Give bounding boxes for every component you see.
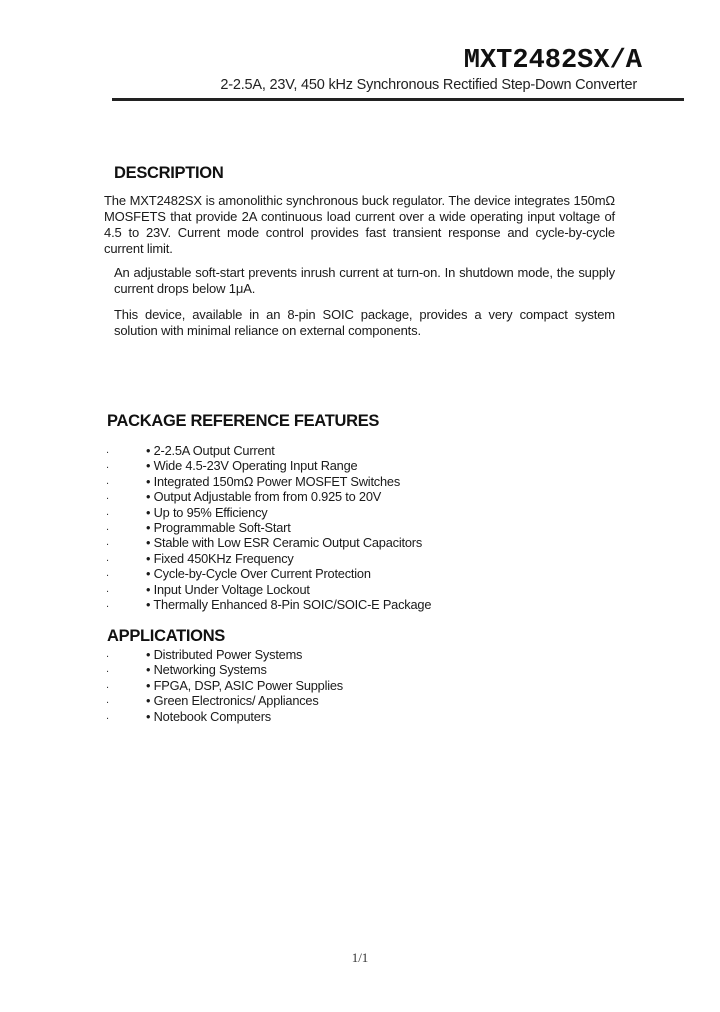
list-item-text: • 2-2.5A Output Current — [146, 443, 275, 458]
list-item-text: • Fixed 450KHz Frequency — [146, 550, 294, 566]
list-item-text: • Input Under Voltage Lockout — [146, 581, 310, 597]
list-marker: . — [106, 490, 109, 503]
list-marker: . — [106, 520, 109, 533]
list-item-text: • Integrated 150mΩ Power MOSFET Switches — [146, 473, 401, 489]
list-marker: . — [106, 648, 109, 660]
list-marker: . — [106, 597, 109, 610]
list-marker: . — [106, 694, 109, 707]
list-item-text: • Stable with Low ESR Ceramic Output Capacitors — [146, 535, 423, 551]
list-item-text: • Networking Systems — [146, 662, 267, 678]
applications-heading: APPLICATIONS — [107, 627, 226, 645]
list-item-text: • Thermally Enhanced 8-Pin SOIC/SOIC-E Package — [146, 596, 432, 612]
description-paragraph-1: The MXT2482SX is amonolithic synchronous buck regulator. The device integrates 150mΩ MOSFETS that provide 2A continuous load current over a wide operating input voltage of 4.5 to 23V. Current mode control provides fast transient response and cycle-by-cycle current limit. — [104, 193, 615, 256]
document-subtitle: 2-2.5A, 23V, 450 kHz Synchronous Rectified Step-Down Converter — [220, 77, 637, 93]
list-marker: . — [106, 551, 109, 564]
list-marker: . — [106, 444, 109, 456]
list-item-text: • Wide 4.5-23V Operating Input Range — [146, 458, 358, 474]
list-marker: . — [106, 709, 109, 722]
list-item-text: • Cycle-by-Cycle Over Current Protection — [146, 566, 371, 582]
list-marker: . — [106, 663, 109, 676]
description-heading: DESCRIPTION — [114, 164, 224, 182]
list-marker: . — [106, 582, 109, 595]
list-item-text: • FPGA, DSP, ASIC Power Supplies — [146, 677, 343, 693]
list-item-text: • Notebook Computers — [146, 708, 271, 724]
features-heading: PACKAGE REFERENCE FEATURES — [107, 412, 380, 430]
list-marker: . — [106, 567, 109, 580]
list-item-text: • Distributed Power Systems — [146, 647, 303, 662]
header-divider — [112, 98, 684, 101]
part-number-title: MXT2482SX/A — [463, 46, 642, 76]
description-paragraph-2: An adjustable soft-start prevents inrush current at turn-on. In shutdown mode, the supply current drops below 1μA. — [114, 265, 615, 296]
list-item-text: • Up to 95% Efficiency — [146, 504, 268, 520]
description-paragraph-3: This device, available in an 8-pin SOIC package, provides a very compact system solution with minimal reliance on external components. — [114, 307, 615, 338]
list-marker: . — [106, 459, 109, 472]
page-number: 1/1 — [351, 950, 369, 965]
list-item-text: • Green Electronics/ Appliances — [146, 693, 319, 709]
list-marker: . — [106, 505, 109, 518]
list-marker: . — [106, 536, 109, 549]
list-item-text: • Programmable Soft-Start — [146, 519, 291, 535]
list-marker: . — [106, 474, 109, 487]
list-item-text: • Output Adjustable from from 0.925 to 20V — [146, 489, 382, 505]
list-marker: . — [106, 678, 109, 691]
